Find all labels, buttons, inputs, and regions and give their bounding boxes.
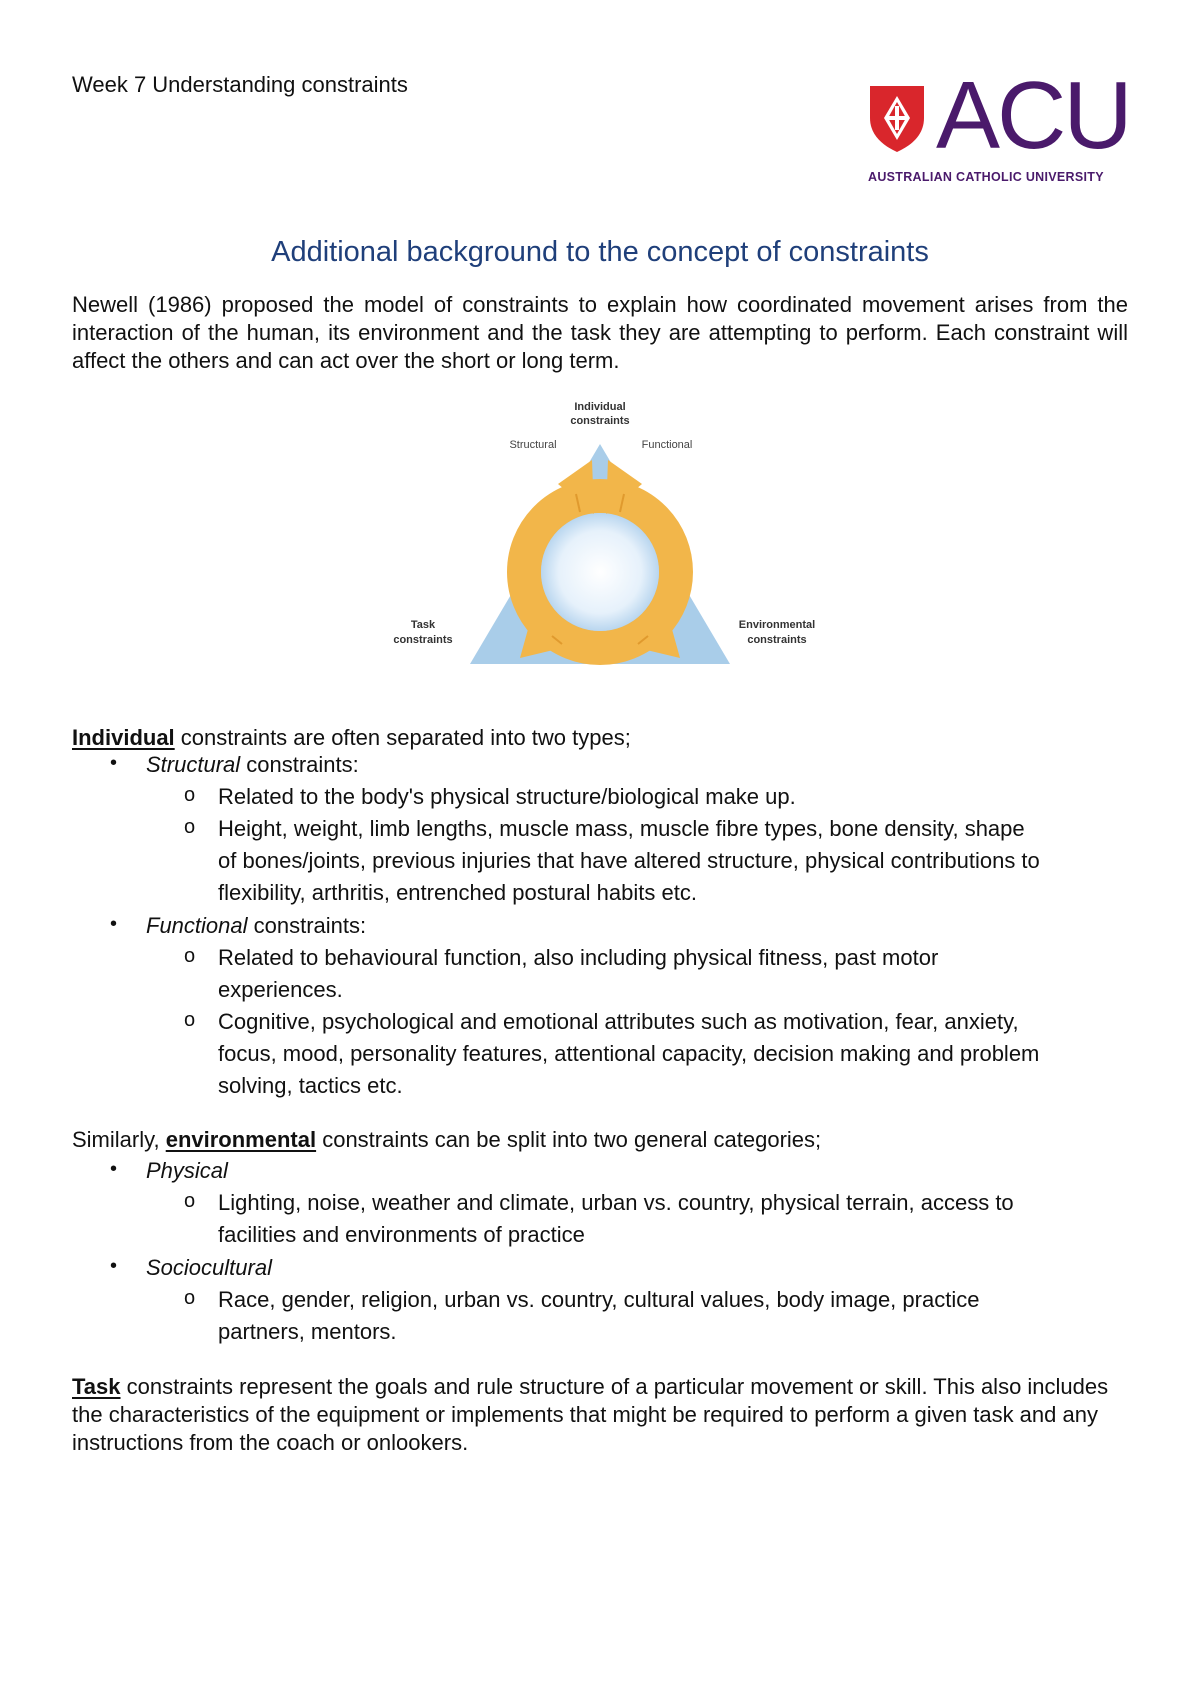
circle-bullet-icon: o (184, 784, 196, 806)
intro-paragraph: Newell (1986) proposed the model of constraints to explain how coordinated movement arises from the interaction of the human, its environment and the task they are attempting to perform. Each constraint will affect the others and can act over the short or long term. (72, 292, 1128, 373)
structural-item-2-line3: flexibility, arthritis, entrenched postural habits etc. (218, 880, 697, 905)
diagram-label-environmental-2: constraints (747, 634, 807, 646)
constraints-triangle-graphic (380, 396, 820, 696)
acu-subtitle: AUSTRALIAN CATHOLIC UNIVERSITY (868, 170, 1104, 184)
circle-bullet-icon: o (184, 1009, 196, 1031)
sociocultural-label: Sociocultural (146, 1255, 272, 1280)
environmental-intro-text: constraints can be split into two general categories; (316, 1127, 822, 1152)
document-header: Week 7 Understanding constraints (72, 72, 408, 97)
diagram-label-task-2: constraints (393, 634, 453, 646)
acu-logo (866, 62, 1136, 188)
individual-intro-text: constraints are often separated into two types; (174, 725, 631, 750)
structural-item-2-line1: Height, weight, limb lengths, muscle mass, muscle fibre types, bone density, shape (218, 816, 1025, 841)
structural-item-2-line2: of bones/joints, previous injuries that have altered structure, physical contributions to (218, 848, 1040, 873)
physical-item-line2: facilities and environments of practice (218, 1222, 585, 1247)
diagram-label-individual-2: constraints (570, 415, 630, 427)
functional-label: Functional (146, 913, 248, 938)
page-title: Additional background to the concept of constraints (271, 236, 929, 268)
structural-label: Structural (146, 752, 241, 777)
task-text: constraints represent the goals and rule structure of a particular movement or skill. This also includes the characteristics of the equipment or implements that might be required to perform a given task and any instructions from the coach or onlookers. (72, 1374, 1109, 1455)
circle-bullet-icon: o (184, 1190, 196, 1212)
center-circle (541, 513, 659, 631)
constraints-diagram (380, 396, 820, 696)
structural-item-1: Related to the body's physical structure/biological make up. (218, 784, 796, 809)
structural-rest: constraints: (240, 752, 359, 777)
functional-item-2-line2: focus, mood, personality features, attentional capacity, decision making and problem (218, 1041, 1040, 1066)
physical-item-line1: Lighting, noise, weather and climate, urban vs. country, physical terrain, access to (218, 1190, 1014, 1215)
bullet-icon: • (110, 913, 118, 935)
task-paragraph (72, 1373, 1128, 1457)
diagram-label-functional: Functional (641, 439, 693, 451)
sociocultural-item-line1: Race, gender, religion, urban vs. country, cultural values, body image, practice (218, 1287, 980, 1312)
individual-intro (72, 724, 1128, 752)
bullet-icon: • (110, 1255, 118, 1277)
individual-keyword: Individual (72, 725, 175, 750)
bullet-icon: • (110, 752, 118, 774)
environmental-prefix: Similarly, (72, 1127, 166, 1152)
circle-bullet-icon: o (184, 1287, 196, 1309)
acu-wordmark: ACU (936, 62, 1130, 169)
sociocultural-item-line2: partners, mentors. (218, 1319, 397, 1344)
diagram-label-environmental-1: Environmental (738, 619, 816, 631)
functional-item-2-line1: Cognitive, psychological and emotional attributes such as motivation, fear, anxiety, (218, 1009, 1019, 1034)
environmental-keyword: environmental (165, 1127, 317, 1152)
functional-rest: constraints: (247, 913, 367, 938)
circle-bullet-icon: o (184, 945, 196, 967)
circle-bullet-icon: o (184, 816, 196, 838)
bullet-icon: • (110, 1158, 118, 1180)
functional-item-2-line3: solving, tactics etc. (218, 1073, 403, 1098)
environmental-intro (72, 1126, 1128, 1154)
diagram-label-structural: Structural (509, 439, 557, 451)
acu-shield-icon (868, 84, 926, 154)
diagram-label-task-1: Task (410, 619, 436, 631)
physical-label: Physical (146, 1158, 228, 1183)
task-keyword: Task (72, 1374, 121, 1399)
functional-item-1-line2: experiences. (218, 977, 343, 1002)
diagram-label-individual-1: Individual (574, 401, 626, 413)
functional-item-1-line1: Related to behavioural function, also including physical fitness, past motor (218, 945, 939, 970)
